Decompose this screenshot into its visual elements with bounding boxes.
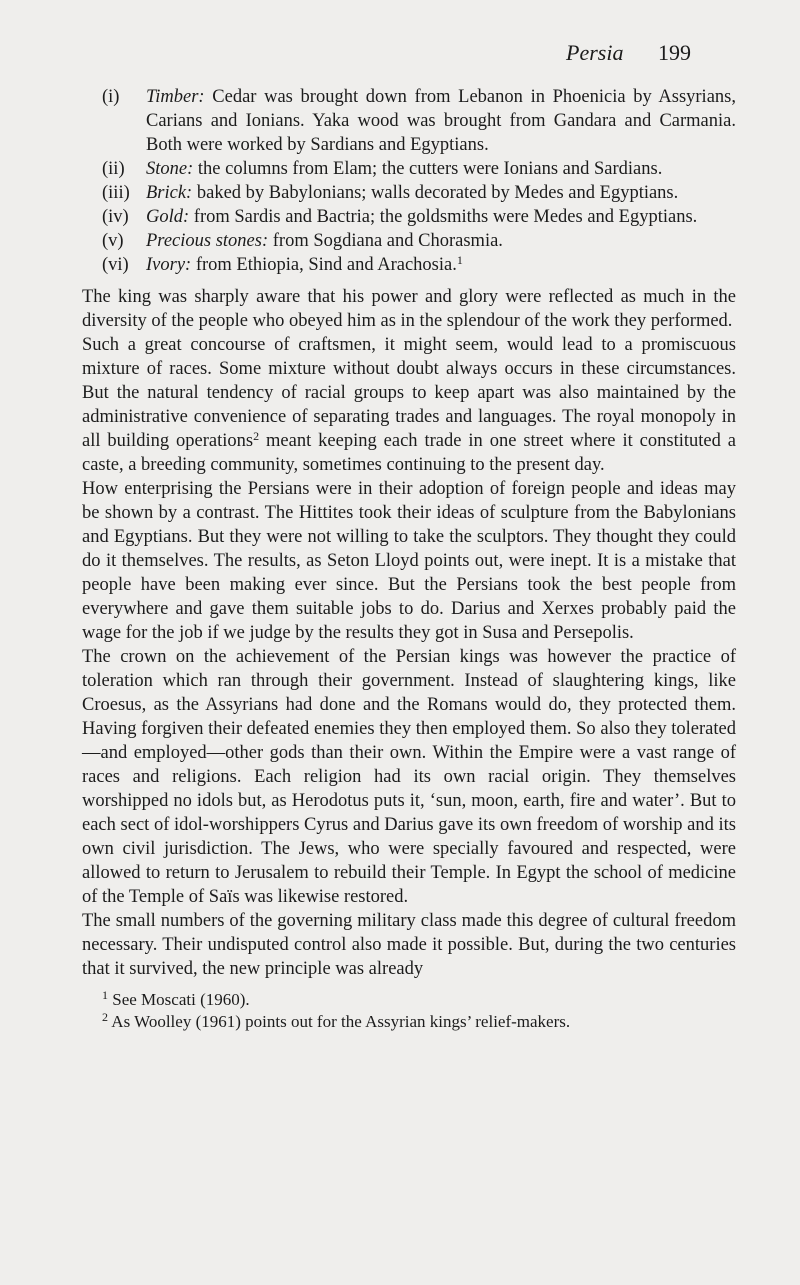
- paragraph: The small numbers of the governing military class made this degree of cultural freedom necessary. Their undisputed control also made it possible. But, during the two centuries that it survived, the new principle was already: [82, 911, 736, 979]
- list-term: Brick:: [146, 183, 193, 203]
- list-text: the columns from Elam; the cutters were Ionians and Sardians.: [193, 159, 663, 179]
- footnote-mark: 1: [102, 988, 108, 1002]
- paragraph: How enterprising the Persians were in their adoption of foreign people and ideas may be shown by a contrast. The Hittites took their ideas of sculpture from the Babylonians and Egyptians. But they were not willing to take the sculptors. They thought they could do it themselves. The results, as Seton Lloyd points out, were inept. It is a mistake that people have been making ever since. But the Persians took the best people from everywhere and gave them suitable jobs to do. Darius and Xerxes probably paid the wage for the job if we judge by the results they got in Susa and Persepolis.: [82, 479, 736, 643]
- footnote-text: As Woolley (1961) points out for the Assyrian kings’ relief-makers.: [108, 1012, 571, 1031]
- paragraph: [82, 333, 736, 477]
- list-text: Cedar was brought down from Lebanon in Phoenicia by Assyrians, Carians and Ionians. Yaka wood was brought from Gandara and Carmania. Both were worked by Sardians and Egyptians.: [146, 87, 736, 155]
- footnote: [82, 989, 736, 1011]
- list-text: baked by Babylonians; walls decorated by Medes and Egyptians.: [192, 183, 679, 203]
- list-number: (ii): [102, 159, 125, 179]
- body-text: [82, 85, 736, 1033]
- list-term: Stone:: [146, 159, 194, 179]
- footnote-mark: 2: [102, 1010, 108, 1024]
- footnotes: [82, 989, 736, 1033]
- footnote-ref: 1: [456, 253, 463, 267]
- list-term: Precious stones:: [146, 231, 269, 251]
- list-number: (v): [102, 231, 124, 251]
- list-item: [82, 205, 736, 229]
- list-item: [82, 229, 736, 253]
- footnote: [82, 1011, 736, 1033]
- list-text: from Ethiopia, Sind and Arachosia.: [191, 255, 457, 275]
- list-text: from Sardis and Bactria; the goldsmiths were Medes and Egyptians.: [189, 207, 698, 227]
- footnote-ref: 2: [253, 429, 260, 443]
- running-head: Persia: [566, 40, 624, 65]
- page-number: 199: [658, 40, 691, 65]
- paragraph: The crown on the achievement of the Persian kings was however the practice of toleration which ran through their government. Instead of slaughtering kings, like Croesus, as the Assyrians had done and the Romans would do, they protected them. Having forgiven their defeated enemies they then employed them. So also they tolerated—and employed—other gods than their own. Within the Empire were a vast range of races and religions. Each religion had its own racial origin. They themselves worshipped no idols but, as Herodotus puts it, ‘sun, moon, earth, fire and water’. But to each sect of idol-worshippers Cyrus and Darius gave its own freedom of worship and its own civil jurisdiction. The Jews, who were specially favoured and respected, were allowed to return to Jerusalem to rebuild their Temple. In Egypt the school of medicine of the Temple of Saïs was likewise restored.: [82, 647, 736, 907]
- list-number: (iv): [102, 207, 129, 227]
- list-term: Timber:: [146, 87, 205, 107]
- list-term: Gold:: [146, 207, 190, 227]
- list-number: (vi): [102, 255, 129, 275]
- list-item: [82, 181, 736, 205]
- list-item: [82, 157, 736, 181]
- list-number: (iii): [102, 183, 130, 203]
- list-item: [82, 253, 736, 277]
- paragraph-text: meant keeping each trade in one street where it constituted a caste, a breeding community, sometimes continuing to the present day.: [82, 431, 736, 475]
- list-term: Ivory:: [146, 255, 192, 275]
- paragraph-text: Such a great concourse of craftsmen, it might seem, would lead to a promiscuous mixture of races. Some mixture without doubt always occurs in these circumstances. But the natural tendency of racial groups to keep apart was also maintained by the administrative convenience of separating trades and languages. The royal monopoly in all building operations: [82, 335, 736, 451]
- list-text: from Sogdiana and Chorasmia.: [268, 231, 503, 251]
- materials-list: [82, 85, 736, 277]
- list-item: [82, 85, 736, 157]
- list-number: (i): [102, 87, 120, 107]
- page-header: [0, 40, 800, 70]
- footnote-text: See Moscati (1960).: [108, 990, 250, 1009]
- paragraph: The king was sharply aware that his power and glory were reflected as much in the diversity of the people who obeyed him as in the splendour of the work they performed.: [82, 287, 736, 331]
